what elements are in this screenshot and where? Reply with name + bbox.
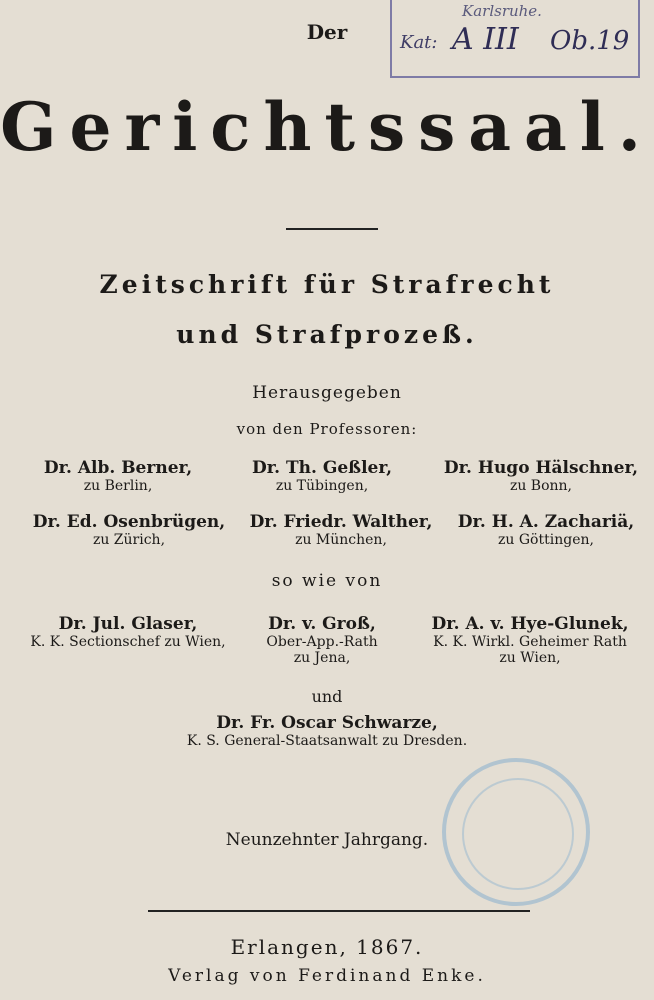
editor-name: Dr. Jul. Glaser, bbox=[58, 614, 198, 634]
imprint-divider bbox=[148, 910, 530, 912]
editor-name: Dr. A. v. Hye-Glunek, bbox=[431, 614, 629, 634]
imprint-publisher: Verlag von Ferdinand Enke. bbox=[168, 966, 486, 986]
editor-place: Ober-App.-Rath bbox=[266, 634, 378, 650]
editor-gross bbox=[242, 614, 402, 666]
editor-name: Dr. Alb. Berner, bbox=[43, 458, 193, 478]
editor-name: Dr. Ed. Osenbrügen, bbox=[32, 512, 226, 532]
und-label: und bbox=[311, 687, 343, 706]
title-der: Der bbox=[306, 20, 348, 44]
editor-place: K. K. Wirkl. Geheimer Rath bbox=[433, 634, 627, 650]
imprint-city-year: Erlangen, 1867. bbox=[230, 935, 424, 959]
stamp-number: Ob.19 bbox=[550, 26, 630, 56]
stamp-location: Karlsruhe. bbox=[462, 2, 542, 20]
so-wie-von-label: so wie von bbox=[271, 571, 383, 591]
editor-name: Dr. H. A. Zachariä, bbox=[457, 512, 635, 532]
jahrgang: Neunzehnter Jahrgang. bbox=[225, 830, 429, 850]
editor-walther bbox=[236, 512, 446, 548]
editor-name: Dr. Hugo Hälschner, bbox=[443, 458, 639, 478]
subtitle-line1: Zeitschrift für Strafrecht bbox=[99, 270, 555, 299]
editor-place: zu Tübingen, bbox=[275, 478, 369, 494]
editor-osenbruegen bbox=[18, 512, 240, 548]
editor-hye-glunek bbox=[410, 614, 650, 666]
herausgegeben-label: Herausgegeben bbox=[252, 383, 402, 403]
page-title: Gerichtssaal. bbox=[0, 88, 654, 166]
editor-place: zu Berlin, bbox=[83, 478, 153, 494]
editor-place-line2: zu Jena, bbox=[293, 650, 351, 666]
editor-berner bbox=[18, 458, 218, 494]
title-divider bbox=[286, 228, 378, 230]
editor-glaser bbox=[18, 614, 238, 650]
editor-place: zu Göttingen, bbox=[498, 532, 594, 548]
editor-place: zu Zürich, bbox=[92, 532, 166, 548]
editor-zachariae bbox=[442, 512, 650, 548]
editor-name: Dr. Th. Geßler, bbox=[252, 458, 392, 478]
editor-gessler bbox=[222, 458, 422, 494]
editor-name: Dr. v. Groß, bbox=[268, 614, 376, 634]
editor-name: Dr. Fr. Oscar Schwarze, bbox=[216, 713, 438, 733]
stamp-shelfmark: A III bbox=[452, 22, 519, 57]
editor-place-line2: zu Wien, bbox=[499, 650, 561, 666]
editor-place: zu Bonn, bbox=[509, 478, 573, 494]
editor-schwarze bbox=[0, 713, 654, 749]
stamp-kat-label: Kat: bbox=[400, 32, 438, 53]
subtitle-line2: und Strafprozeß. bbox=[176, 320, 478, 349]
editor-place: K. K. Sectionschef zu Wien, bbox=[30, 634, 226, 650]
von-den-label: von den Professoren: bbox=[236, 420, 418, 438]
editor-haelschner bbox=[436, 458, 646, 494]
editor-place: K. S. General-Staatsanwalt zu Dresden. bbox=[186, 733, 468, 749]
editor-place: zu München, bbox=[295, 532, 387, 548]
editor-name: Dr. Friedr. Walther, bbox=[249, 512, 433, 532]
